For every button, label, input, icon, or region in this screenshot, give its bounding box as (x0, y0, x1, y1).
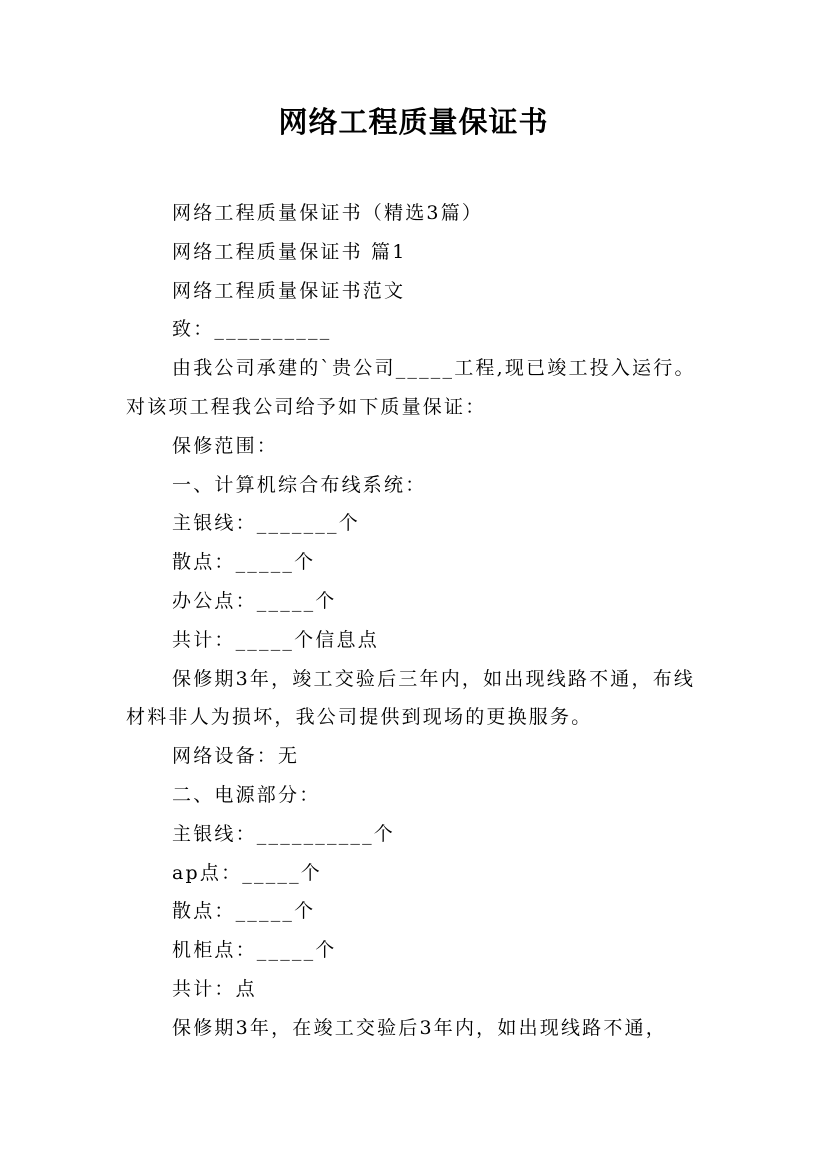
document-title: 网络工程质量保证书 (278, 105, 549, 139)
paragraph: 网络工程质量保证书范文 (172, 279, 406, 302)
paragraph: 办公点：_____个 (172, 589, 337, 612)
paragraph: ap点：_____个 (172, 861, 322, 884)
paragraph: 网络设备：无 (172, 745, 300, 768)
paragraph: 主银线：__________个 (172, 822, 396, 845)
paragraph: 共计：点 (172, 977, 257, 1000)
paragraph: 保修范围： (172, 434, 279, 457)
paragraph: 由我公司承建的`贵公司_____工程,现已竣工投入运行。对该项工程我公司给予如下质量保证： (126, 357, 696, 418)
document-body (126, 194, 714, 1048)
paragraph: 保修期3年，竣工交验后三年内，如出现线路不通，布线材料非人为损坏，我公司提供到现场的更换服务。 (126, 667, 696, 729)
paragraph: 散点：_____个 (172, 900, 316, 923)
paragraph: 主银线：_______个 (172, 512, 360, 535)
paragraph: 共计：_____个信息点 (172, 628, 379, 651)
paragraph: 网络工程质量保证书 篇1 (172, 240, 407, 263)
paragraph: 散点：_____个 (172, 551, 316, 574)
paragraph: 致：__________ (172, 318, 332, 341)
paragraph: 一、计算机综合布线系统： (172, 473, 427, 496)
paragraph: 二、电源部分： (172, 783, 321, 806)
paragraph: 网络工程质量保证书（精选3篇） (172, 202, 484, 224)
paragraph: 机柜点：_____个 (172, 939, 337, 962)
paragraph: 保修期3年，在竣工交验后3年内，如出现线路不通， (172, 1016, 667, 1039)
